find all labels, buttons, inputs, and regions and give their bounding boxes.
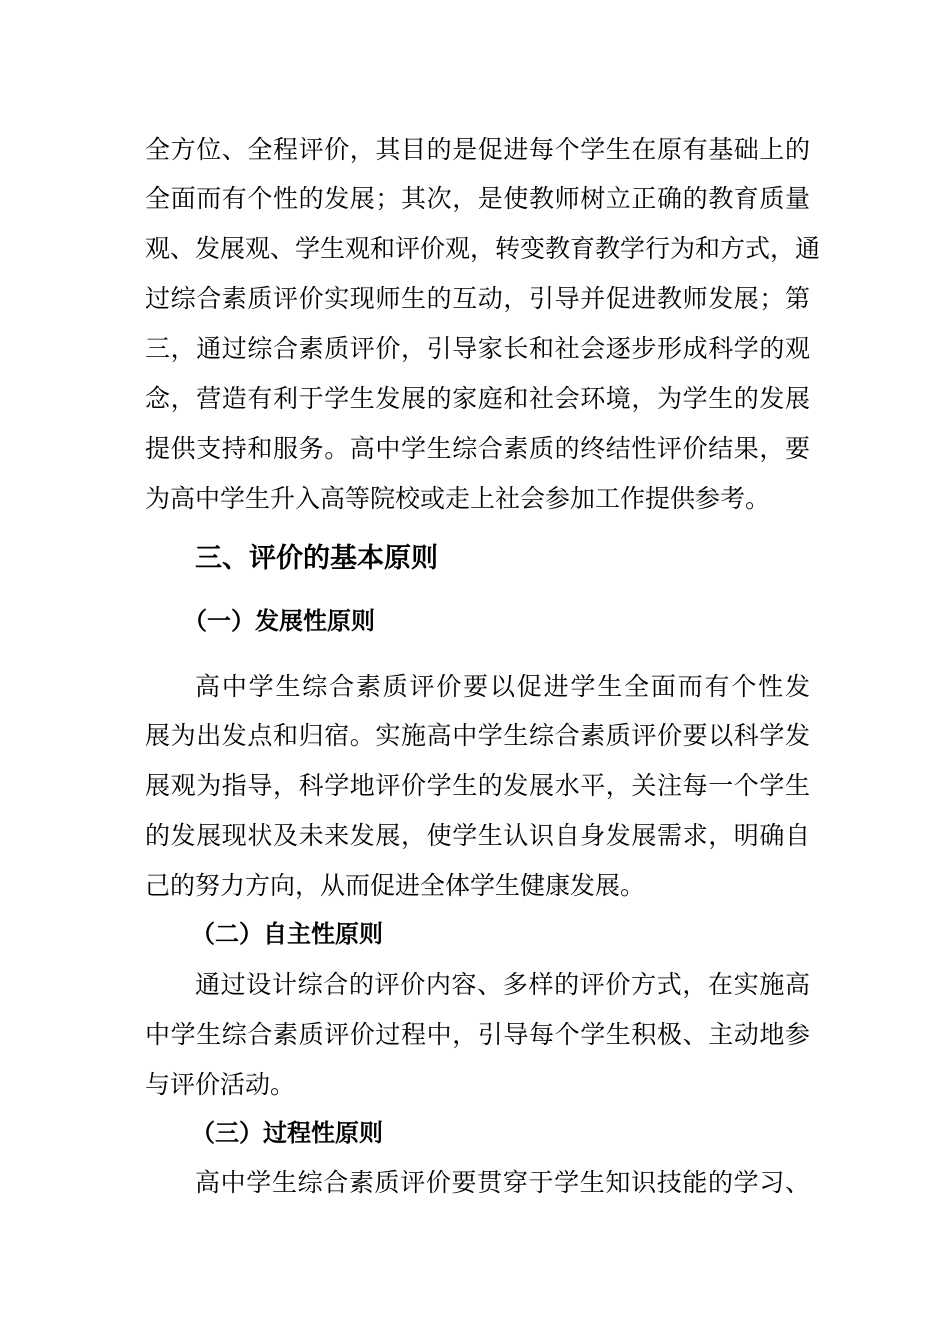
text-line: 过综合素质评价实现师生的互动，引导并促进教师发展；第 xyxy=(145,284,810,313)
text-line: 己的努力方向，从而促进全体学生健康发展。 xyxy=(145,871,646,900)
text-line: 通过设计综合的评价内容、多样的评价方式，在实施高 xyxy=(195,970,810,999)
subsection-heading: （三）过程性原则 xyxy=(191,1119,383,1147)
text-line: 展为出发点和归宿。实施高中学生综合素质评价要以科学发 xyxy=(145,721,810,750)
text-line: 展观为指导，科学地评价学生的发展水平，关注每一个学生 xyxy=(145,771,810,800)
text-line: 念，营造有利于学生发展的家庭和社会环境，为学生的发展 xyxy=(145,384,810,413)
text-line: 全面而有个性的发展；其次，是使教师树立正确的教育质量 xyxy=(145,184,810,213)
text-line: 与评价活动。 xyxy=(145,1070,296,1099)
text-line: 全方位、全程评价，其目的是促进每个学生在原有基础上的 xyxy=(145,135,810,164)
text-line: 观、发展观、学生观和评价观，转变教育教学行为和方式，通 xyxy=(145,234,821,263)
text-line: 中学生综合素质评价过程中，引导每个学生积极、主动地参 xyxy=(145,1020,810,1049)
text-line: 高中学生综合素质评价要以促进学生全面而有个性发 xyxy=(195,672,810,701)
text-line: 为高中学生升入高等院校或走上社会参加工作提供参考。 xyxy=(145,484,771,513)
section-heading: 三、评价的基本原则 xyxy=(195,543,438,574)
text-line: 提供支持和服务。高中学生综合素质的终结性评价结果，要 xyxy=(145,434,810,463)
text-line: 的发展现状及未来发展，使学生认识自身发展需求，明确自 xyxy=(145,821,810,850)
subsection-heading: （二）自主性原则 xyxy=(191,920,383,948)
subsection-heading: （一）发展性原则 xyxy=(183,607,375,635)
text-line: 三，通过综合素质评价，引导家长和社会逐步形成科学的观 xyxy=(145,334,810,363)
text-line: 高中学生综合素质评价要贯穿于学生知识技能的学习、 xyxy=(195,1168,810,1197)
